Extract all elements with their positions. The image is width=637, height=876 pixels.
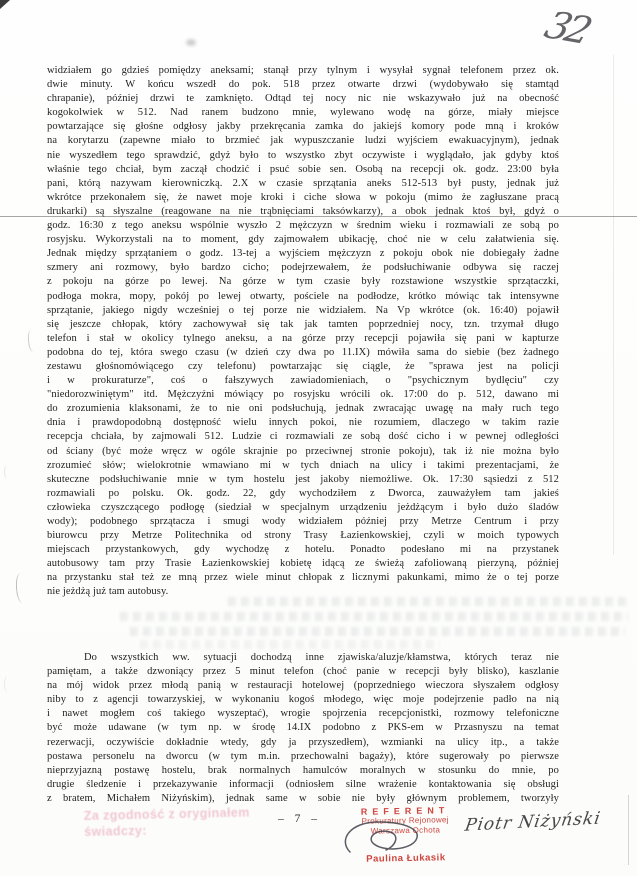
text-line: i w prokuraturze", coś o fałszywych zawiadomieniach, o "psychicznym bydlęciu" czy (47, 375, 559, 387)
text-line: pamiętam, a także dzwoniący przez 5 minut telefon (choć panie w recepcji były blisko), kaszlanie (47, 666, 559, 678)
text-line: z bratem, Michałem Niżyńskim), jednak same w sobie nie były głównym problemem, tworzyły (47, 792, 559, 804)
text-line: wody); podobnego sprzątacza i smugi wody widziałem później przy Metrze Centrum i przy (47, 516, 559, 527)
text-line: nieprzyjazną postawę hostelu, brak normalnych hamulców moralnych w stosunku do mnie, po (47, 764, 559, 776)
text-line: dnia i prawdopodobną dostępność wielu innych pokoi, nie rozumiem, dlaczego w takim razie (47, 417, 559, 429)
body-paragraph-1 (47, 64, 559, 600)
text-line: chrapanie), później drzwi te zamknięto. Odtąd tej nocy nic nie wskazywało już na obecność (47, 93, 559, 105)
text-line: autobusowy tam przy Trasie Łazienkowskiej kobietę idącą ze świeżą zafoliowaną pierzyną, później (47, 558, 559, 570)
text-line: Do wszystkich ww. sytuacji dochodzą inne zjawiska/aluzje/kłamstwa, których teraz nie (84, 652, 559, 663)
text-line: widziałem go gdzieś pomiędzy aneksami; stanął przy tylnym i wysyłał sygnał telefonem przez ok. (47, 65, 559, 76)
text-line: z pokoju na górze po lewej. Na górze w tym czasie były rozstawione wszystkie sprzątaczki, (47, 276, 559, 288)
text-line: do zrozumienia klaksonami, że to nie oni podsłuchują, jednak zwracając uwagę na mały ruch tego (47, 403, 559, 415)
text-line: zrozumieć słów; wielokrotnie wmawiano mi w tych dniach na ulicy i takimi prezentacjami, że (47, 459, 559, 471)
scan-edge-shadow (613, 55, 614, 555)
text-line: postawa personelu na dworcu (w tym m.in. przechowalni bagaży), które sugerowały po pierwsze (47, 750, 559, 762)
text-line: na przystanku stał też ze mną przez wiele minut chłopak z licznymi pakunkami, mimo że o tej porze (47, 572, 559, 584)
text-line: zestawu głośnomówiącego czy telefonu) powtarzając się ciągle, że "sprawa jest na policji (47, 360, 559, 372)
author-signature: Piotr Niżyński (463, 808, 603, 836)
certification-stamp (84, 804, 275, 840)
text-line: podobna do tej, która swego czasu (w dzień czy dwa po 11.IX) mówiła sama do siebie (bez żadnego (47, 346, 559, 358)
text-line: niby to z agencji towarzyskiej, w wykonaniu kogoś młodego, więc moje podejrzenie padło na nią (47, 694, 559, 706)
stamp-office-line: Prokuratury Rejonowej (361, 815, 449, 826)
text-line: rosyjsku. Wykorzystali na to moment, gdy zajmowałem ubikację, choć nie w celu załatwienia się. (47, 234, 559, 246)
scan-corner-mark (0, 0, 10, 9)
stamp-clerk-name: Paulina Łukasik (366, 852, 446, 865)
scan-smudge (186, 39, 196, 46)
text-line: nie wyszedłem tego sprawdzić, gdyż było to wszystko zbyt oczywiste i wyglądało, jak gdyby ktoś (47, 149, 559, 161)
text-line: skuteczne podsłuchiwanie mnie w tym hostelu jest jakoby niemożliwe. Ok. 17:30 sąsiedzi z 512 (47, 473, 559, 485)
page-curl-mark (27, 330, 39, 353)
text-line: właśnie tego chciał, bym zaczął chodzić i psuć sobie sen. Osobą na recepcji ok. godz. 23:00 była (47, 163, 559, 175)
text-line: od ściany (być może wręcz w ogóle skrajnie po przeciwnej stronie pokoju), tak iż nie można było (47, 445, 559, 457)
ink-bleedthrough (140, 640, 440, 649)
page-curl-mark (4, 676, 12, 692)
text-line: kogokolwiek w 512. Nad ranem budzono mnie, wylewano wodę na górze, miały miejsce (47, 107, 559, 119)
text-line: powtarzające się głośne odgłosy jakby przekręcania zamka do jakiejś komory pode mną i kroków (47, 121, 559, 133)
text-line: telefon i stał w okolicy tylnego aneksu, a na górze przy recepcji pojawiła się pani w kapturze (47, 332, 559, 344)
stamp-title: REFERENT (360, 805, 450, 817)
text-line: sprzątanie, jakiego nigdy wcześniej o tej porze nie widziałem. Na Vp wkrótce (ok. 16:40) pojawił (47, 304, 559, 316)
text-line: dwie minuty. W końcu wszedł do pok. 518 przez otwarte drzwi (wydobywało się stamtąd (47, 79, 559, 91)
text-line: rezerwacji, oczywiście dokładnie wtedy, gdy ja przyszedłem), wzmianki na ulicy itp., a także (47, 736, 559, 748)
certification-stamp-line1: Za zgodność z oryginałem (83, 805, 250, 823)
text-line: drugie śledzenie i przekazywanie informacji (odniosłem silne wrażenie kontaktowania się obsługi (47, 778, 559, 790)
text-line: i nawet mogłem coś takiego wyszeptać), wrogie spojrzenia recepcjonistki, rozmowy telefoniczne (47, 708, 559, 720)
text-line: wkrótce przekonałem się, że nawet moje kroki i ciche słowa w pokoju (mimo że zagłuszane pracą (47, 191, 559, 203)
page-curl-mark (4, 465, 12, 479)
text-line: na mój widok przez młodą panią w restauracji hotelowej (poprzedniego wieczora słyszałem odgłosy (47, 680, 559, 692)
text-line: człowieka czyszczącego podłogę (siedział w specjalnym urządzeniu jeżdżącym i było dużo śladów (47, 501, 559, 513)
stamp-city-line: Warszawa Ochota (370, 825, 441, 836)
handwritten-sheet-number: 32 (539, 3, 595, 53)
ink-bleedthrough (130, 627, 625, 636)
text-line: na korytarzu (zapewne miało to brzmieć jak wypuszczanie ludzi wyjściem ewakuacyjnym), jednak (47, 135, 559, 147)
text-line: godz. 16:30 z tego aneksu wspólnie wyszło 2 mężczyzn w średnim wieku i rozmawiali ze sobą po (47, 220, 559, 232)
text-line: Jednak między sprzątaniem o godz. 13-tej a wyjściem mężczyzn z pokoju obok nie dobiegały żadne (47, 248, 559, 260)
text-line: się jeszcze chłopak, który zachowywał się tak jak tamten poprzedniej nocy, tzn. trzymał długo (47, 318, 559, 330)
text-line: recepcja chciała, by zajmowali 512. Ludzie ci rozmawiali ze sobą dość cicho i w pewnej odległości (47, 431, 559, 443)
text-line: być może udawane (w tym np. w środę 14.IX podobno z PKS-em w Przasnyszu na temat (47, 722, 559, 734)
page-curl-mark (15, 573, 30, 604)
text-line: rozmawiali po polsku. Ok. godz. 22, gdy wychodziłem z Dworca, zauważyłem tam jakieś (47, 487, 559, 499)
body-paragraph-2 (47, 651, 559, 806)
scan-edge-shadow (628, 795, 629, 865)
text-line: "niedorozwiniętym" itd. Mężczyźni mówiący po rosyjsku wrócili ok. 17:00 do p. 512, dawano mi (47, 389, 559, 401)
text-line: drukarki) są słyszalne (reagowane na nie trąbnięciami taksówkarzy), a obok jednak ktoś był, gdyż o (47, 205, 559, 217)
text-line: nie jeżdżą już tam autobusy. (47, 586, 169, 598)
certification-stamp-line2: świadczy: (84, 823, 147, 839)
text-line: biurowcu przy Metrze Politechnika od strony Trasy Łazienkowskiej, czyli w moich typowych (47, 530, 559, 542)
ink-signature-scribble (336, 812, 446, 862)
ink-bleedthrough (120, 612, 628, 621)
text-line: szmery ani rozmowy, było bardzo cicho; podejrzewałem, że podsłuchiwanie odbywa się raczej (47, 262, 559, 274)
text-line: pani, którą nazywam kierowniczką. 2.X w czasie sprzątania aneks 512-513 był pusty, jednak już (47, 177, 559, 189)
text-line: podłoga mokra, mopy, pokój po lewej otwarty, pościele na podłodze, krótko mówiąc tak intensywne (47, 290, 559, 302)
text-line: miejscach przystankowych, gdy wychodzę z hotelu. Ponadto podesłano mi na przystanek (47, 544, 559, 556)
page-number: – 7 – (278, 813, 319, 825)
